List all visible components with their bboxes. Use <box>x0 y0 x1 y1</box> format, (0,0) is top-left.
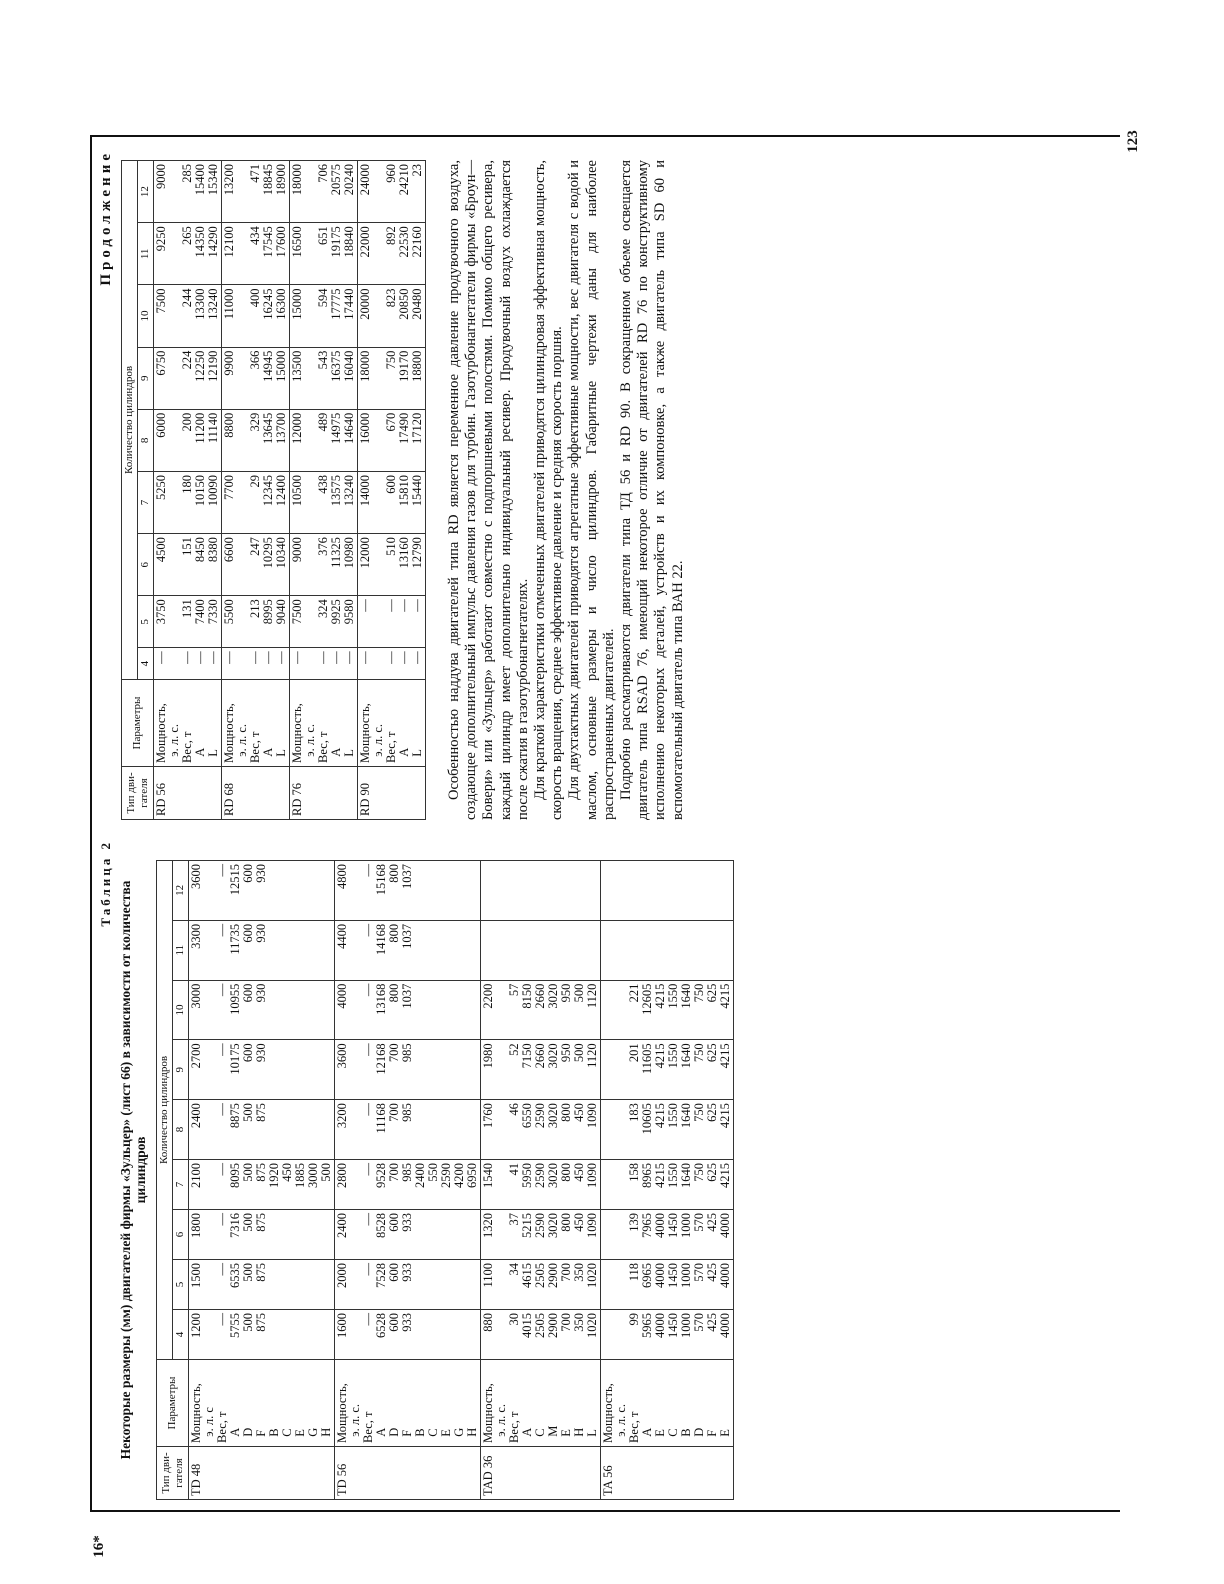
engine-type-cell: RD 90 <box>358 767 426 820</box>
value-cell: 4400 — 14168 800 1037 <box>335 920 481 980</box>
value-cell: 13500 543 16375 16040 <box>290 347 358 409</box>
value-cell: 12100 434 17545 17600 <box>222 223 290 285</box>
header-col-4: 4 <box>173 1309 189 1359</box>
value-cell: — — — — <box>358 596 426 648</box>
table-2 <box>156 860 734 1500</box>
header-col-8: 8 <box>173 1100 189 1160</box>
value-cell: 6750 224 12250 12190 <box>154 347 222 409</box>
value-cell: 139 7965 4000 1450 1000 570 425 4000 <box>601 1209 734 1259</box>
parameters-cell: Мощность, э. л. с. Вес, т A L <box>290 680 358 767</box>
paragraph: Для краткой характеристики отмеченных двигателей приводятся цилиндровая эффективная мощность, скорость вращения, среднее эффективное давление и средняя скорость поршня. <box>532 160 566 820</box>
engine-type-cell: TD 56 <box>335 1447 481 1500</box>
value-cell: 15000 594 17775 17440 <box>290 285 358 347</box>
value-cell: — — — — <box>154 648 222 680</box>
value-cell: 9900 366 14945 15000 <box>222 347 290 409</box>
value-cell: 16000 670 17490 17120 <box>358 409 426 471</box>
value-cell: 18000 706 20575 20240 <box>290 161 358 223</box>
table-row <box>189 861 335 1500</box>
table-row <box>601 861 734 1500</box>
value-cell: 9250 265 14350 14290 <box>154 223 222 285</box>
value-cell: 3750 131 7400 7330 <box>154 596 222 648</box>
paragraph: Особенностью наддува двигателей типа RD является переменное давление продувочного воздуха, создающее дополнительный импульс давления газов для турбин. Газотурбонагнетатели фирмы «Броун—Бовери» или «Зульцер» работают совместно с подпоршневыми полостями. Помимо общего ресивера, каждый цилиндр имеет дополнительно индивидуальный ресивер. Продувочный воздух охлаждается после сжатия в газотурбонагнетателях. <box>446 160 531 820</box>
paragraph: Для двухтактных двигателей приводятся агрегатные эффективные мощности, вес двигателя с водой и маслом, основные размеры и число цилиндров. Габаритные чертежи даны для наиболее распространенных двигателей. <box>566 160 617 820</box>
table-row <box>154 161 222 820</box>
table-row <box>335 861 481 1500</box>
value-cell: 2100 — 8095 500 875 1920 450 1885 3000 500 <box>189 1159 335 1209</box>
value-cell: 1760 46 6550 2590 3020 800 450 1090 <box>481 1100 601 1160</box>
table-row <box>222 161 290 820</box>
value-cell: 7700 29 12345 12400 <box>222 471 290 533</box>
header-parameters: Параметры <box>122 680 154 767</box>
header-col-11: 11 <box>173 920 189 980</box>
engine-type-cell: RD 56 <box>154 767 222 820</box>
value-cell: 12000 510 13160 12790 <box>358 534 426 596</box>
value-cell: 1540 41 5950 2590 3020 800 450 1090 <box>481 1159 601 1209</box>
value-cell: 201 11605 4215 1550 1640 750 625 4215 <box>601 1040 734 1100</box>
continuation-table <box>121 160 426 820</box>
header-col-5: 5 <box>138 596 154 648</box>
header-parameters: Параметры <box>157 1360 189 1447</box>
value-cell: 3600 — 12515 600 930 <box>189 861 335 921</box>
value-cell: 18000 750 19170 18800 <box>358 347 426 409</box>
value-cell: 8800 329 13645 13700 <box>222 409 290 471</box>
value-cell: 6600 247 10295 10340 <box>222 534 290 596</box>
page-number: 123 <box>1124 130 1141 153</box>
header-col-7: 7 <box>138 471 154 533</box>
value-cell <box>601 861 734 921</box>
value-cell <box>601 920 734 980</box>
header-cylinder-count: Количество цилиндров <box>157 861 173 1360</box>
value-cell: 4800 — 15168 800 1037 <box>335 861 481 921</box>
value-cell: 118 6965 4000 1450 1000 570 425 4000 <box>601 1259 734 1309</box>
header-col-6: 6 <box>173 1209 189 1259</box>
parameters-cell: Мощность, э. л. с. Вес, т A E C B D F E <box>601 1360 734 1447</box>
parameters-cell: Мощность, э. л. с. Вес, т A L <box>222 680 290 767</box>
signature-mark: 16* <box>90 1535 107 1558</box>
value-cell <box>481 920 601 980</box>
value-cell: 880 30 4015 2505 2900 700 350 1020 <box>481 1309 601 1359</box>
value-cell: 221 12605 4215 1550 1640 750 625 4215 <box>601 980 734 1040</box>
continuation-label: Продолжение <box>98 150 114 286</box>
value-cell: — — — — <box>222 648 290 680</box>
value-cell: 2700 — 10175 600 930 <box>189 1040 335 1100</box>
value-cell: 2400 — 8875 500 875 <box>189 1100 335 1160</box>
parameters-cell: Мощность, э. л. с. Вес, т A L <box>154 680 222 767</box>
value-cell: 5250 180 10150 10090 <box>154 471 222 533</box>
value-cell: 16500 651 19175 18840 <box>290 223 358 285</box>
table-2-block <box>92 840 734 1500</box>
header-col-9: 9 <box>173 1040 189 1100</box>
value-cell: 1500 — 6535 500 875 <box>189 1259 335 1309</box>
value-cell: — — — — <box>358 648 426 680</box>
body-text <box>446 160 687 820</box>
value-cell: 13200 471 18845 18900 <box>222 161 290 223</box>
header-col-6: 6 <box>138 534 154 596</box>
value-cell: 1200 — 5755 500 875 <box>189 1309 335 1359</box>
value-cell: 2000 — 7528 600 933 <box>335 1259 481 1309</box>
paragraph: Подробно рассматриваются двигатели типа ТД 56 и RD 90. В сокращенном объеме освещается двигатель типа RSAD 76, имеющий некоторое отличие от двигателей RD 76 по конструктивному исполнению некоторых деталей, устройств и их компоновке, а также двигатель типа SD 60 и вспомогательный двигатель типа ВАН 22. <box>618 160 686 820</box>
parameters-cell: Мощность, э. л. с. Вес, т A C M E H L <box>481 1360 601 1447</box>
table-row <box>358 161 426 820</box>
value-cell: 3600 — 12168 700 985 <box>335 1040 481 1100</box>
value-cell: 7500 324 9925 9580 <box>290 596 358 648</box>
rotated-page-content <box>92 136 1120 1510</box>
value-cell: — — — — <box>290 648 358 680</box>
value-cell: 3300 — 11735 600 930 <box>189 920 335 980</box>
header-col-11: 11 <box>138 223 154 285</box>
value-cell: 9000 285 15400 15340 <box>154 161 222 223</box>
engine-type-cell: TD 48 <box>189 1447 335 1500</box>
table-caption: Некоторые размеры (мм) двигателей фирмы «Зульцер» (лист 66) в зависимости от количества цилиндров <box>118 880 148 1460</box>
parameters-cell: Мощность, э. л. с Вес, т A D F B C E G H <box>189 1360 335 1447</box>
header-engine-type: Тип дви-гателя <box>122 767 154 820</box>
header-col-12: 12 <box>138 161 154 223</box>
value-cell: 2400 — 8528 600 933 <box>335 1209 481 1259</box>
value-cell: 10500 438 13575 13240 <box>290 471 358 533</box>
value-cell: 3000 — 10955 600 930 <box>189 980 335 1040</box>
value-cell: 9000 376 11325 10980 <box>290 534 358 596</box>
table-row <box>290 161 358 820</box>
header-col-7: 7 <box>173 1159 189 1209</box>
parameters-cell: Мощность, э. л. с. Вес, т A L <box>358 680 426 767</box>
header-col-10: 10 <box>138 285 154 347</box>
value-cell: 20000 823 20850 20480 <box>358 285 426 347</box>
value-cell: 12000 489 14975 14640 <box>290 409 358 471</box>
value-cell: 14000 600 15810 15440 <box>358 471 426 533</box>
value-cell: 5500 213 8995 9040 <box>222 596 290 648</box>
header-col-9: 9 <box>138 347 154 409</box>
value-cell: 6000 200 11200 11140 <box>154 409 222 471</box>
engine-type-cell: RD 68 <box>222 767 290 820</box>
header-engine-type: Тип дви-гателя <box>157 1447 189 1500</box>
continuation-block <box>92 150 687 820</box>
value-cell: 99 5965 4000 1450 1000 570 425 4000 <box>601 1309 734 1359</box>
value-cell: 4000 — 13168 800 1037 <box>335 980 481 1040</box>
header-col-4: 4 <box>138 648 154 680</box>
engine-type-cell: TAD 36 <box>481 1447 601 1500</box>
value-cell: 24000 960 24210 23 <box>358 161 426 223</box>
engine-type-cell: TA 56 <box>601 1447 734 1500</box>
value-cell: 1800 — 7316 500 875 <box>189 1209 335 1259</box>
value-cell: 3200 — 11168 700 985 <box>335 1100 481 1160</box>
value-cell: 1320 37 5215 2590 3020 800 450 1090 <box>481 1209 601 1259</box>
header-col-5: 5 <box>173 1259 189 1309</box>
value-cell: 4500 151 8450 8380 <box>154 534 222 596</box>
value-cell: 1980 52 7150 2660 3020 950 500 1120 <box>481 1040 601 1100</box>
value-cell: 2800 — 9528 700 985 2400 550 2590 4200 6950 <box>335 1159 481 1209</box>
value-cell: 11000 400 16245 16300 <box>222 285 290 347</box>
value-cell: 7500 244 13300 13240 <box>154 285 222 347</box>
value-cell <box>481 861 601 921</box>
header-col-8: 8 <box>138 409 154 471</box>
parameters-cell: Мощность, э. л. с. Вес, т A D F B C E G H <box>335 1360 481 1447</box>
table-row <box>481 861 601 1500</box>
value-cell: 2200 57 8150 2660 3020 950 500 1120 <box>481 980 601 1040</box>
header-cylinder-count: Количество цилиндров <box>122 161 138 680</box>
value-cell: 158 8965 4215 1550 1640 750 625 4215 <box>601 1159 734 1209</box>
header-col-10: 10 <box>173 980 189 1040</box>
value-cell: 1600 — 6528 600 933 <box>335 1309 481 1359</box>
value-cell: 22000 892 22530 22160 <box>358 223 426 285</box>
engine-type-cell: RD 76 <box>290 767 358 820</box>
table-label: Таблица 2 <box>98 840 113 927</box>
header-col-12: 12 <box>173 861 189 921</box>
value-cell: 1100 34 4615 2505 2900 700 350 1020 <box>481 1259 601 1309</box>
value-cell: 183 10605 4215 1550 1640 750 625 4215 <box>601 1100 734 1160</box>
